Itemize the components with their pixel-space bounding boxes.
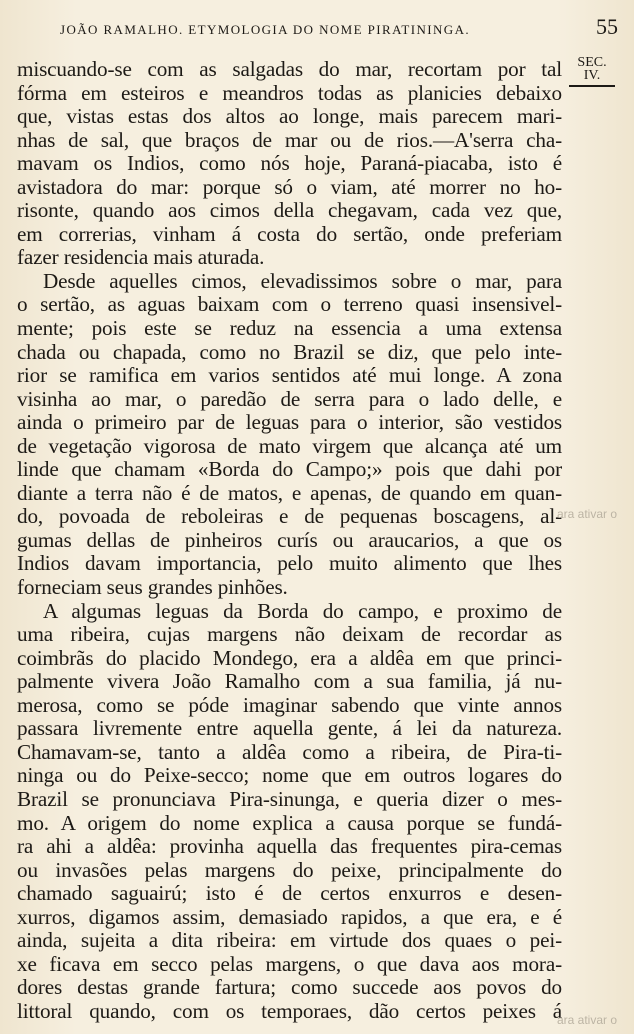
running-title: JOÃO RAMALHO. ETYMOLOGIA DO NOME PIRATININGA. <box>60 22 471 37</box>
text-line: gumas dellas de pinheiros curís ou araucarios, a que os <box>17 528 562 552</box>
text-line: coimbrãs do placido Mondego, era a aldêa em que princi- <box>17 646 562 670</box>
text-line: xe ficava em secco pelas margens, o que dava aos mora- <box>17 952 562 976</box>
text-line: do, povoada de reboleiras e de pequenas boscagens, al- <box>17 505 562 529</box>
text-line: chamado saguairú; isto é de certos enxurros e desen- <box>17 882 562 906</box>
text-line: Chamavam-se, tanto a aldêa como a ribeira, de Pira-ti- <box>17 740 562 764</box>
text-line: visinha ao mar, o paredão de serra para o lado delle, e <box>17 387 562 411</box>
text-line: diante a terra não é de matos, e apenas, de quando em quan- <box>17 481 562 505</box>
text-line: Brazil se pronunciava Pira-sinunga, e queria dizer o mes- <box>17 787 562 811</box>
page-number: 55 <box>596 14 618 39</box>
activation-watermark: ara ativar o <box>557 507 618 521</box>
text-line: xurros, digamos assim, demasiado rapidos, a que era, e é <box>17 905 562 929</box>
text-line: ra ahi a aldêa: provinha aquella das frequentes pira-cemas <box>17 835 562 859</box>
page-header <box>60 14 620 40</box>
text-line: ainda o primeiro par de leguas para o interior, são vestidos <box>17 411 562 435</box>
text-line: avistadora do mar: porque só o viam, até morrer no ho- <box>17 175 562 199</box>
text-line: mavam os Indios, como nós hoje, Paraná-piacaba, isto é <box>17 152 562 176</box>
text-line: mo. A origem do nome explica a causa porque se fundá- <box>17 811 562 835</box>
text-line: que, vistas estas dos altos ao longe, mais parecem mari- <box>17 105 562 129</box>
text-line: o sertão, as aguas baixam com o terreno quasi insensivel- <box>17 293 562 317</box>
text-line: passara livremente entre aquella gente, á lei da natureza. <box>17 717 562 741</box>
text-line: merosa, como se póde imaginar sabendo que vinte annos <box>17 693 562 717</box>
text-line: Indios davam importancia, pelo muito alimento que lhes <box>17 552 562 576</box>
text-line: ninga ou do Peixe-secco; nome que em outros logares do <box>17 764 562 788</box>
text-line: linde que chamam «Borda do Campo;» pois que dahi por <box>17 458 562 482</box>
text-line: dores destas grande fartura; como succede aos povos do <box>17 976 562 1000</box>
text-line: Desde aquelles cimos, elevadissimos sobre o mar, para <box>43 269 562 293</box>
text-line: palmente vivera João Ramalho com a sua familia, já nu- <box>17 670 562 694</box>
activation-watermark: ara ativar o <box>557 1013 618 1027</box>
section-rule <box>569 85 615 87</box>
text-line: miscuando-se com as salgadas do mar, recortam por tal <box>17 58 562 81</box>
section-label: SEC. <box>577 55 607 70</box>
text-line: fazer residencia mais aturada. <box>17 246 265 270</box>
section-number: IV. <box>583 68 601 83</box>
text-line: A algumas leguas da Borda do campo, e proximo de <box>43 599 562 623</box>
text-line: rior se ramifica em varios sentidos até mui longe. A zona <box>17 364 562 388</box>
text-line: ainda, sujeita a dita ribeira: em virtude dos quaes o pei- <box>17 929 562 953</box>
text-line: de vegetação vigorosa de mato virgem que alcança até um <box>17 434 562 458</box>
body-text <box>17 58 562 1023</box>
text-line: mente; pois este se reduz na essencia a uma extensa <box>17 317 562 341</box>
text-line: risonte, quando aos cimos della chegavam, cada vez que, <box>17 199 562 223</box>
text-line: chada ou chapada, como no Brazil se diz, que pelo inte- <box>17 340 562 364</box>
section-marginal-note <box>567 56 617 87</box>
text-line: uma ribeira, cujas margens não deixam de recordar as <box>17 623 562 647</box>
text-line: littoral quando, com os temporaes, dão certos peixes á <box>17 999 562 1023</box>
text-line: nhas de sal, que braços de mar ou de rios.—A'serra cha- <box>17 128 562 152</box>
text-line: forneciam seus grandes pinhões. <box>17 576 288 600</box>
text-line: ou invasões pelas margens do peixe, principalmente do <box>17 858 562 882</box>
text-line: em correrias, vinham á costa do sertão, onde preferiam <box>17 222 562 246</box>
text-line: fórma em esteiros e meandros todas as planicies debaixo <box>17 81 562 105</box>
